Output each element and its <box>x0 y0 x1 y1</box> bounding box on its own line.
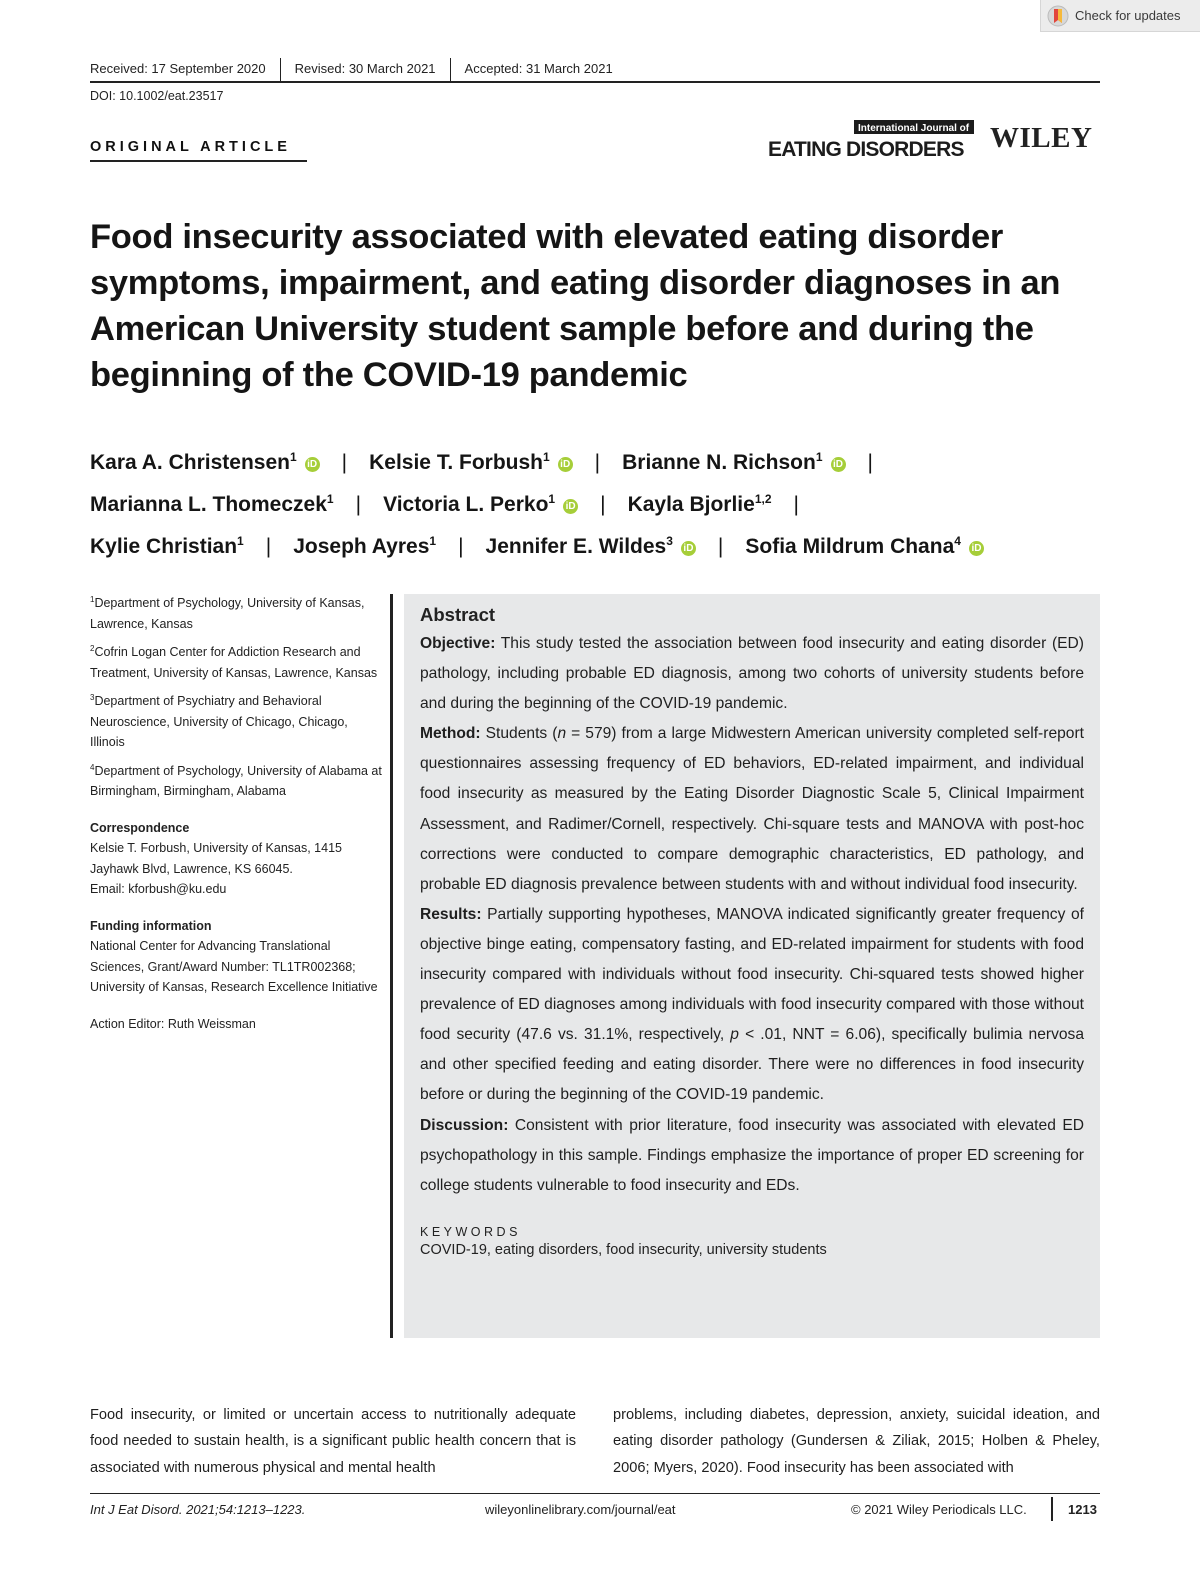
author-separator: | <box>793 493 799 516</box>
author-list <box>90 439 1100 565</box>
column-divider <box>390 594 393 1338</box>
received-date: Received: 17 September 2020 <box>90 61 266 76</box>
article-title: Food insecurity associated with elevated eating disorder symptoms, impairment, and eating disorder diagnoses in an American University student sample before and during the beginning of the COVID-19 pandemic <box>90 218 1061 394</box>
results-text: Partially supporting hypotheses, MANOVA indicated significantly greater frequency of objective binge eating, compensatory fasting, and ED-related impairment for students with food insecurity compared with individuals without food insecurity. Chi-squared tests showed higher prevalence of ED diagnoses among individuals with food insecurity compared with those without food security (47.6 vs. 31.1%, respectively, <box>420 905 1084 1044</box>
author-separator: | <box>600 493 606 516</box>
discussion-label: Discussion: <box>420 1116 509 1134</box>
abstract-method <box>420 719 1084 900</box>
affiliation <box>90 590 382 634</box>
body-text-left: Food insecurity, or limited or uncertain access to nutritionally adequate food needed to sustain health, is a significant public health concern that is associated with numerous physical and mental health <box>90 1407 576 1476</box>
footer-url[interactable]: wileyonlinelibrary.com/journal/eat <box>485 1502 676 1517</box>
affiliation-text: Department of Psychology, University of Kansas, Lawrence, Kansas <box>90 596 365 631</box>
date-divider <box>280 58 281 82</box>
affiliation-sup: 1 <box>90 595 95 604</box>
author-line <box>90 481 1100 523</box>
correspondence-line: Jayhawk Blvd, Lawrence, KS 66045. <box>90 861 293 876</box>
page-number: 1213 <box>1068 1502 1097 1517</box>
publisher-logo: WILEY <box>990 122 1093 154</box>
author-affil-sup: 1 <box>548 492 556 506</box>
orcid-icon[interactable]: iD <box>563 499 578 514</box>
author-affil-sup: 1 <box>542 450 550 464</box>
author-affil-sup: 1 <box>429 534 437 548</box>
orcid-icon[interactable]: iD <box>305 457 320 472</box>
abstract-objective <box>420 629 1084 719</box>
footer-divider <box>1051 1497 1053 1521</box>
funding-heading: Funding information <box>90 918 212 933</box>
affiliation-sup: 3 <box>90 693 95 702</box>
author-name[interactable]: Jennifer E. Wildes <box>485 535 667 558</box>
author-name[interactable]: Kylie Christian <box>90 535 238 558</box>
author-name[interactable]: Brianne N. Richson <box>622 451 816 474</box>
affiliation-sup: 4 <box>90 762 95 772</box>
affiliation-sup: 2 <box>90 644 95 653</box>
correspondence-email[interactable]: Email: kforbush@ku.edu <box>90 882 227 896</box>
affiliation <box>90 688 382 753</box>
method-n: n <box>557 725 567 743</box>
author-name[interactable]: Marianna L. Thomeczek <box>90 493 327 516</box>
author-separator: | <box>265 535 272 558</box>
author-name[interactable]: Joseph Ayres <box>293 535 430 558</box>
footer-copyright: © 2021 Wiley Periodicals LLC. <box>851 1502 1027 1517</box>
discussion-text: Consistent with prior literature, food insecurity was associated with elevated ED psychopathology in this sample. Findings emphasize the importance of proper ED screening for college students vulnerable to food insecurity and EDs. <box>420 1116 1084 1194</box>
journal-logo-big: EATING DISORDERS <box>768 138 964 160</box>
funding-text: National Center for Advancing Translational Sciences, Grant/Award Number: TL1TR002368; University of Kansas, Research Excellence Initiative <box>90 939 378 994</box>
journal-logo <box>768 120 978 160</box>
doi[interactable]: DOI: 10.1002/eat.23517 <box>90 89 224 103</box>
author-name[interactable]: Victoria L. Perko <box>383 493 549 516</box>
accepted-date: Accepted: 31 March 2021 <box>464 61 613 76</box>
header-rule <box>90 81 1100 83</box>
results-text: < .01, NNT = 6.06), specifically bulimia nervosa and other specified feeding and eating disorder. There were no differences in food insecurity before or during the beginning of the COVID-19 pandemic. <box>420 1026 1085 1104</box>
affiliations-column <box>90 590 382 1034</box>
action-editor: Action Editor: Ruth Weissman <box>90 1016 256 1031</box>
author-name[interactable]: Kara A. Christensen <box>90 451 290 474</box>
abstract-heading: Abstract <box>420 604 496 625</box>
author-affil-sup: 1,2 <box>754 492 772 506</box>
check-for-updates-button[interactable] <box>1040 0 1200 32</box>
orcid-icon[interactable]: iD <box>831 457 846 472</box>
article-type: ORIGINAL ARTICLE <box>90 139 291 155</box>
correspondence-heading: Correspondence <box>90 820 190 835</box>
method-text: Students ( <box>480 725 558 743</box>
author-separator: | <box>458 535 464 558</box>
author-affil-sup: 1 <box>815 450 823 464</box>
author-line <box>90 523 1100 565</box>
revised-date: Revised: 30 March 2021 <box>294 61 436 76</box>
author-name[interactable]: Kelsie T. Forbush <box>369 451 543 474</box>
author-name[interactable]: Sofia Mildrum Chana <box>745 535 955 558</box>
author-line <box>90 439 1100 481</box>
orcid-icon[interactable]: iD <box>969 541 984 556</box>
check-updates-icon <box>1047 5 1069 27</box>
author-separator: | <box>867 451 873 474</box>
journal-logo-small: International Journal of <box>858 123 970 134</box>
author-separator: | <box>341 451 348 474</box>
orcid-icon[interactable]: iD <box>681 541 696 556</box>
date-divider <box>450 58 451 82</box>
author-separator: | <box>717 535 724 558</box>
footer-citation: Int J Eat Disord. 2021;54:1213–1223. <box>90 1502 306 1517</box>
method-text: = 579) from a large Midwestern American university completed self-report questionnaires assessing frequency of ED behaviors, ED-related impairment, and individual food insecurity as measured by the Eating Disorder Diagnostic Scale 5, Clinical Impairment Assessment, and Radimer/Cornell, respectively. Chi-square tests and MANOVA with post-hoc corrections were conducted to compare demographic characteristics, ED pathology, and probable ED diagnosis prevalence between students with and without individual food insecurity. <box>420 725 1084 893</box>
affiliation-text: Department of Psychiatry and Behavioral Neuroscience, University of Chicago, Chicago, Illinois <box>90 694 348 749</box>
correspondence-line: Kelsie T. Forbush, University of Kansas, 1415 <box>90 841 342 855</box>
author-separator: | <box>355 493 362 516</box>
objective-text: This study tested the association between food insecurity and eating disorder (ED) pathology, including probable ED diagnosis, among two cohorts of university students before and during the beginning of the COVID-19 pandemic. <box>420 635 1084 713</box>
abstract-results <box>420 900 1084 1111</box>
author-affil-sup: 1 <box>237 534 244 548</box>
keywords: COVID-19, eating disorders, food insecurity, university students <box>420 1241 827 1258</box>
affiliation-text: Department of Psychology, University of Alabama at Birmingham, Birmingham, Alabama <box>90 763 382 798</box>
objective-label: Objective: <box>420 635 496 652</box>
method-label: Method: <box>420 725 481 743</box>
affiliation-text: Cofrin Logan Center for Addiction Research and Treatment, University of Kansas, Lawrence, Kansas <box>90 645 378 680</box>
footer-rule <box>90 1493 1100 1494</box>
author-separator: | <box>594 451 601 474</box>
keywords-heading: KEYWORDS <box>420 1224 521 1239</box>
results-label: Results: <box>420 905 482 923</box>
check-updates-label: Check for updates <box>1075 8 1181 23</box>
orcid-icon[interactable]: iD <box>558 457 573 472</box>
author-affil-sup: 1 <box>289 450 297 464</box>
article-dates <box>90 58 1100 82</box>
author-affil-sup: 4 <box>954 534 961 548</box>
affiliation <box>90 758 382 802</box>
affiliation <box>90 639 382 683</box>
article-type-underline <box>90 160 307 162</box>
author-affil-sup: 3 <box>666 534 673 548</box>
abstract-body <box>420 629 1084 1201</box>
abstract-box <box>404 594 1100 1338</box>
author-name[interactable]: Kayla Bjorlie <box>627 493 755 516</box>
abstract-discussion <box>420 1111 1084 1201</box>
body-text-right: problems, including diabetes, depression, anxiety, suicidal ideation, and eating disorder pathology (Gundersen & Ziliak, 2015; Holben & Pheley, 2006; Myers, 2020). Food insecurity has been associated with <box>613 1407 1100 1476</box>
results-p: p <box>730 1026 739 1044</box>
author-affil-sup: 1 <box>326 492 334 506</box>
